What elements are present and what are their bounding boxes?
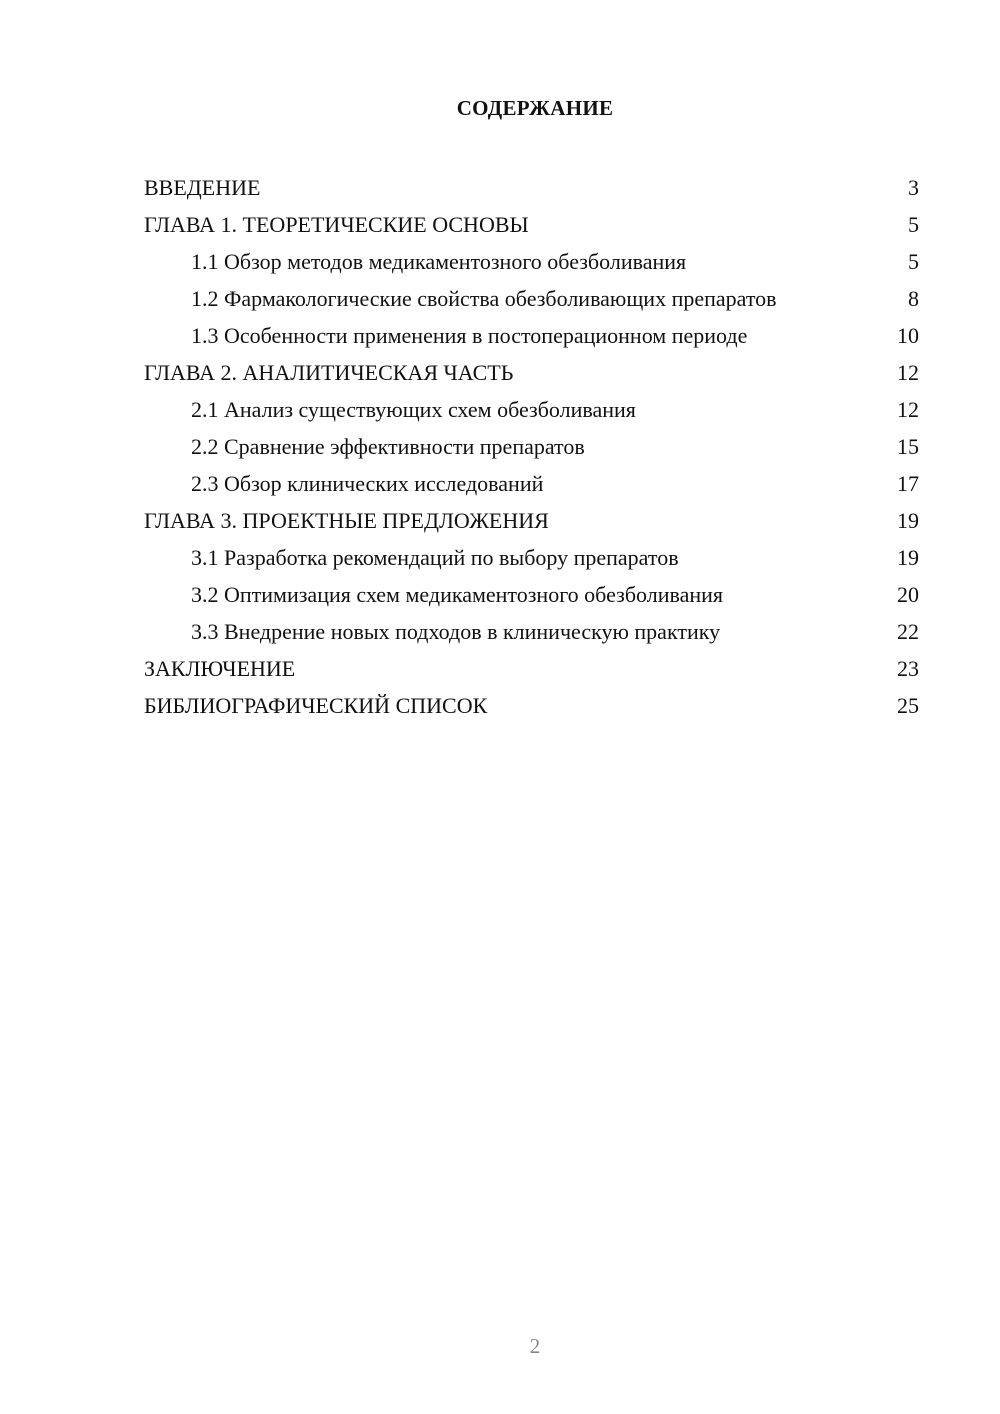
toc-entry-page: 5	[908, 249, 919, 274]
toc-entry-bibliography[interactable]	[144, 687, 919, 724]
toc-entry-label: 1.3 Особенности применения в постоперационном периоде	[191, 323, 748, 348]
toc-entry-section-2-3[interactable]	[144, 465, 919, 502]
toc-entry-section-1-1[interactable]	[144, 243, 919, 280]
toc-entry-label: 3.3 Внедрение новых подходов в клиническую практику	[191, 619, 721, 644]
toc-entry-page: 12	[897, 397, 919, 422]
toc-entry-section-1-2[interactable]	[144, 280, 919, 317]
toc-entry-page: 19	[897, 545, 919, 570]
toc-entry-page: 20	[897, 582, 919, 607]
toc-entry-page: 15	[897, 434, 919, 459]
toc-entry-label: БИБЛИОГРАФИЧЕСКИЙ СПИСОК	[144, 693, 488, 718]
page-title: СОДЕРЖАНИЕ	[456, 96, 614, 120]
toc-entry-page: 23	[897, 656, 919, 681]
toc-entry-introduction[interactable]	[144, 169, 919, 206]
toc-entry-label: 1.2 Фармакологические свойства обезболивающих препаратов	[191, 286, 777, 311]
toc-entry-section-3-1[interactable]	[144, 539, 919, 576]
toc-entry-label: 1.1 Обзор методов медикаментозного обезболивания	[191, 249, 687, 274]
toc-entry-section-2-2[interactable]	[144, 428, 919, 465]
toc-entry-chapter-1[interactable]	[144, 206, 919, 243]
toc-entry-label: 2.2 Сравнение эффективности препаратов	[191, 434, 585, 459]
toc-entry-label: 3.2 Оптимизация схем медикаментозного обезболивания	[191, 582, 723, 607]
toc-entry-section-1-3[interactable]	[144, 317, 919, 354]
toc-entry-label: ГЛАВА 1. ТЕОРЕТИЧЕСКИЕ ОСНОВЫ	[144, 212, 529, 237]
toc-entry-chapter-3[interactable]	[144, 502, 919, 539]
toc-entry-page: 8	[908, 286, 919, 311]
toc-entry-page: 5	[908, 212, 919, 237]
toc-entry-page: 12	[897, 360, 919, 385]
toc-entry-label: ВВЕДЕНИЕ	[144, 175, 261, 200]
toc-entry-label: ГЛАВА 2. АНАЛИТИЧЕСКАЯ ЧАСТЬ	[144, 360, 514, 385]
toc-entry-section-3-3[interactable]	[144, 613, 919, 650]
page-number: 2	[529, 1334, 541, 1358]
toc-entry-label: 2.1 Анализ существующих схем обезболивания	[191, 397, 636, 422]
table-of-contents	[144, 169, 919, 724]
toc-entry-page: 17	[897, 471, 919, 496]
toc-entry-page: 25	[897, 693, 919, 718]
toc-entry-conclusion[interactable]	[144, 650, 919, 687]
toc-entry-label: ЗАКЛЮЧЕНИЕ	[144, 656, 296, 681]
toc-entry-chapter-2[interactable]	[144, 354, 919, 391]
toc-entry-page: 10	[897, 323, 919, 348]
toc-entry-label: 3.1 Разработка рекомендаций по выбору препаратов	[191, 545, 679, 570]
toc-entry-section-2-1[interactable]	[144, 391, 919, 428]
toc-entry-section-3-2[interactable]	[144, 576, 919, 613]
toc-entry-page: 3	[908, 175, 919, 200]
toc-entry-page: 19	[897, 508, 919, 533]
toc-entry-page: 22	[897, 619, 919, 644]
toc-entry-label: 2.3 Обзор клинических исследований	[191, 471, 544, 496]
toc-entry-label: ГЛАВА 3. ПРОЕКТНЫЕ ПРЕДЛОЖЕНИЯ	[144, 508, 549, 533]
